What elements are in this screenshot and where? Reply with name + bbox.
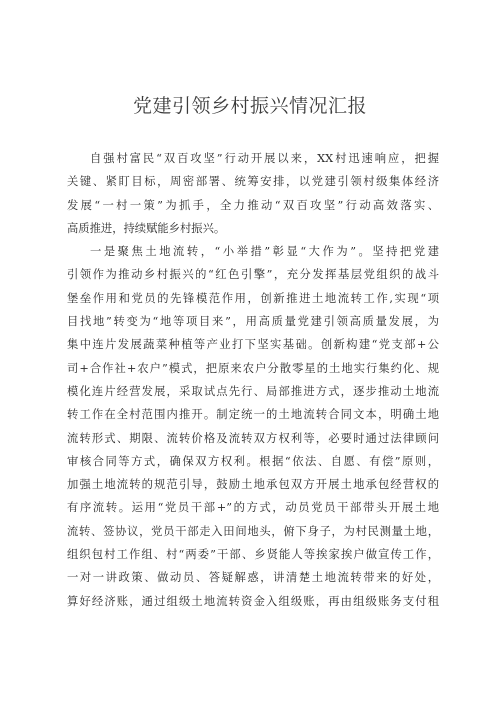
- text-line: 组织包村工作组、村“两委”干部、乡贤能人等挨家挨户做宣传工作，: [67, 548, 439, 562]
- text-line: 自强村富民“双百攻坚”行动开展以来，XX村迅速响应，把握: [90, 152, 439, 165]
- text-line: 算好经济账，通过组级土地流转资金入组级账，再由组级账务支付租: [67, 594, 439, 608]
- document-title: 党建引领乡村振兴情况汇报: [132, 95, 367, 117]
- text-line: 一是聚焦土地流转，“小举措”彰显“大作为”。坚持把党建: [90, 245, 439, 259]
- text-line: 流转形式、期限、流转价格及流转双方权利等，必要时通过法律顾问: [67, 431, 439, 445]
- text-line: 模化连片经营发展，采取试点先行、局部推进方式，逐步推动土地流: [67, 384, 439, 398]
- text-line: 发展“一村一策”为抓手，全力推动“双百攻坚”行动高效落实、: [67, 198, 439, 212]
- text-line: 关键、紧盯目标，周密部署、统筹安排，以党建引领村级集体经济: [67, 175, 439, 189]
- text-line: 高质推进，持续赋能乡村振兴。: [67, 221, 226, 235]
- text-line: 集中连片发展蔬菜种植等产业打下坚实基础。创新构建“党支部+公: [67, 338, 439, 352]
- text-line: 堡垒作用和党员的先锋模范作用，创新推进土地流转工作,实现“项: [67, 291, 439, 305]
- paragraph-land-transfer: [67, 240, 439, 613]
- text-line: 加强土地流转的规范引导，鼓励土地承包双方开展土地承包经营权的: [67, 478, 439, 492]
- text-line: 转工作在全村范围内推开。制定统一的土地流转合同文本，明确土地: [67, 408, 439, 422]
- text-line: 引领作为推动乡村振兴的“红色引擎”，充分发挥基层党组织的战斗: [67, 268, 439, 282]
- text-line: 有序流转。运用“党员干部+”的方式，动员党员干部带头开展土地: [67, 501, 439, 515]
- text-line: 一对一讲政策、做动员、答疑解惑，讲清楚土地流转带来的好处，: [67, 571, 439, 585]
- document-body: [67, 147, 439, 613]
- text-line: 审核合同等方式，确保双方权利。根据“依法、自愿、有偿”原则，: [67, 454, 439, 468]
- paragraph-intro: [67, 147, 439, 240]
- text-line: 司+合作社+农户”模式，把原来农户分散零星的土地实行集约化、规: [67, 361, 439, 375]
- text-line: 流转、签协议，党员干部走入田间地头，俯下身子，为村民测量土地，: [67, 524, 439, 538]
- text-line: 目找地”转变为“地等项目来”，用高质量党建引领高质量发展，为: [67, 315, 439, 329]
